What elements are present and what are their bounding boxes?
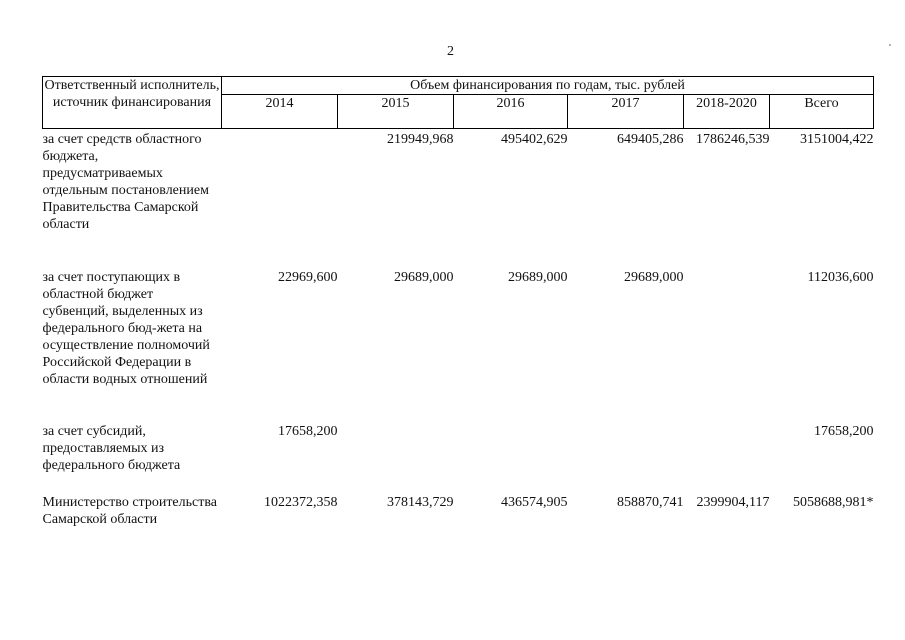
- header-year-2015: 2015: [338, 95, 454, 129]
- cell-total: 3151004,422: [800, 132, 874, 147]
- header-total: Всего: [770, 95, 874, 129]
- table-row: [43, 269, 874, 423]
- table-row: [43, 129, 874, 270]
- cell-2018-2020: 1786246,539: [696, 132, 770, 147]
- cell-2018-2020: 2399904,117: [696, 495, 770, 510]
- row-label: Министерство строительства Самарской области: [42, 495, 217, 527]
- table-row: [43, 423, 874, 494]
- cell-2018-2020: [684, 269, 770, 423]
- header-executor: Ответственный исполнитель, источник финансирования: [43, 77, 222, 129]
- financing-table: [42, 76, 874, 554]
- page-number: 2: [447, 44, 454, 59]
- cell-2016: 495402,629: [501, 132, 568, 147]
- cell-2015: 378143,729: [387, 495, 454, 510]
- cell-total: 5058688,981*: [793, 495, 874, 510]
- header-year-2018-2020: 2018-2020: [684, 95, 770, 129]
- cell-2017: 29689,000: [624, 270, 684, 285]
- scan-speck: [889, 44, 891, 46]
- cell-2014: 22969,600: [278, 270, 338, 285]
- cell-2015: 219949,968: [387, 132, 454, 147]
- cell-2015: 29689,000: [394, 270, 454, 285]
- row-label: за счет средств областного бюджета, предусматриваемых отдельным постановлением Правительства Самарской области: [42, 132, 209, 232]
- row-label: за счет субсидий, предоставляемых из федерального бюджета: [42, 424, 181, 473]
- header-year-2014: 2014: [222, 95, 338, 129]
- cell-2016: 29689,000: [508, 270, 568, 285]
- header-row-top: [43, 77, 874, 95]
- cell-2017: [568, 423, 684, 494]
- cell-2014: 17658,200: [278, 424, 338, 439]
- cell-2018-2020: [684, 423, 770, 494]
- table-row: [43, 494, 874, 554]
- cell-2017: 649405,286: [617, 132, 684, 147]
- row-label: за счет поступающих в областной бюджет субвенций, выделенных из федерального бюд-жета на осуществление полномочий Российской Федерации в области водных отношений: [42, 270, 210, 387]
- cell-2016: [454, 423, 568, 494]
- cell-2014: 1022372,358: [264, 495, 338, 510]
- cell-2017: 858870,741: [617, 495, 684, 510]
- cell-total: 17658,200: [814, 424, 874, 439]
- cell-total: 112036,600: [807, 270, 874, 285]
- header-year-2016: 2016: [454, 95, 568, 129]
- header-volume: Объем финансирования по годам, тыс. рублей: [222, 77, 874, 95]
- cell-2016: 436574,905: [501, 495, 568, 510]
- header-year-2017: 2017: [568, 95, 684, 129]
- cell-2014: [222, 129, 338, 270]
- cell-2015: [338, 423, 454, 494]
